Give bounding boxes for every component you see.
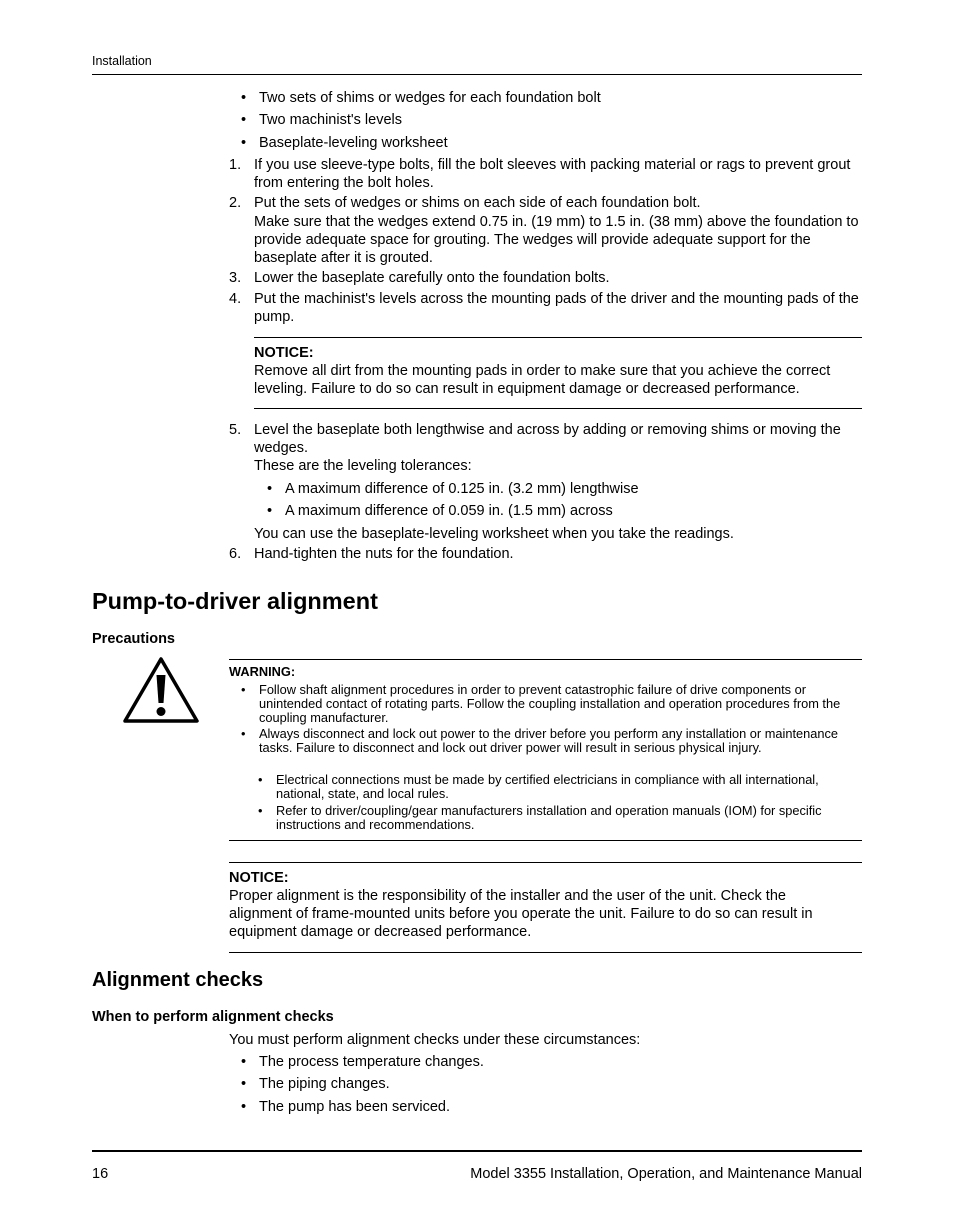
warning-triangle-icon bbox=[121, 655, 201, 725]
tolerance-outro: You can use the baseplate-leveling worksheet when you take the readings. bbox=[254, 526, 734, 542]
warning-item: • Follow shaft alignment procedures in order to prevent catastrophic failure of drive components or unintended contact of rotating parts. Follow the coupling installation and operation procedures from the coupling manufacturer. bbox=[241, 682, 841, 725]
page-number: 16 bbox=[92, 1166, 109, 1182]
warning-sub-item: • Refer to driver/coupling/gear manufacturers installation and operation manuals (IOM) for specific instructions and recommendations. bbox=[258, 803, 822, 832]
step-5: 5. Level the baseplate both lengthwise and across by adding or removing shims or moving the wedges. bbox=[229, 422, 841, 456]
warning-bottom-rule bbox=[229, 840, 862, 841]
list-item: • The piping changes. bbox=[241, 1076, 390, 1092]
warning-top-rule bbox=[229, 659, 862, 660]
step-1: 1. If you use sleeve-type bolts, fill the bolt sleeves with packing material or rags to prevent grout from entering the bolt holes. bbox=[229, 157, 851, 191]
notice-label: NOTICE: bbox=[229, 870, 289, 886]
warning-label: WARNING: bbox=[229, 664, 296, 679]
when-intro: You must perform alignment checks under these circumstances: bbox=[229, 1032, 641, 1048]
list-item: • The process temperature changes. bbox=[241, 1054, 484, 1070]
notice-label: NOTICE: bbox=[254, 345, 314, 361]
notice-text: Proper alignment is the responsibility of the installer and the user of the unit. Check the alignment of frame-mounted units before you operate the unit. Failure to do so can result in equipment damage or decreased performance. bbox=[229, 888, 813, 940]
notice-top-rule bbox=[229, 862, 862, 863]
step-4: 4. Put the machinist's levels across the mounting pads of the driver and the mounting pads of the pump. bbox=[229, 291, 859, 325]
notice-bottom-rule bbox=[254, 408, 862, 409]
header-rule bbox=[92, 74, 862, 75]
notice-text: Remove all dirt from the mounting pads in order to make sure that you achieve the correct leveling. Failure to do so can result in equipment damage or decreased performance. bbox=[254, 363, 831, 397]
footer-rule bbox=[92, 1150, 862, 1152]
notice-bottom-rule bbox=[229, 952, 862, 953]
list-item: • Two sets of shims or wedges for each foundation bolt bbox=[241, 90, 601, 106]
step-6: 6. Hand-tighten the nuts for the foundation. bbox=[229, 546, 514, 562]
when-title: When to perform alignment checks bbox=[92, 1009, 334, 1025]
list-item: • Baseplate-leveling worksheet bbox=[241, 135, 448, 151]
subsection-title: Alignment checks bbox=[92, 969, 264, 991]
running-header: Installation bbox=[92, 54, 152, 68]
manual-title: Model 3355 Installation, Operation, and Maintenance Manual bbox=[470, 1166, 862, 1182]
step-3: 3. Lower the baseplate carefully onto the foundation bolts. bbox=[229, 270, 610, 286]
warning-sub-item: • Electrical connections must be made by certified electricians in compliance with all international, national, state, and local rules. bbox=[258, 772, 819, 801]
list-item: • A maximum difference of 0.125 in. (3.2 mm) lengthwise bbox=[267, 481, 639, 497]
list-item: • The pump has been serviced. bbox=[241, 1099, 451, 1115]
precautions-title: Precautions bbox=[92, 631, 175, 647]
step-2-detail: Make sure that the wedges extend 0.75 in. (19 mm) to 1.5 in. (38 mm) above the foundation to provide adequate space for grouting. The wedges will provide adequate support for the baseplate after it is grouted. bbox=[254, 214, 859, 266]
notice-top-rule bbox=[254, 337, 862, 338]
section-title: Pump-to-driver alignment bbox=[92, 588, 378, 614]
tolerance-intro: These are the leveling tolerances: bbox=[254, 458, 472, 474]
step-2: 2. Put the sets of wedges or shims on each side of each foundation bolt. bbox=[229, 195, 701, 211]
warning-item: • Always disconnect and lock out power to the driver before you perform any installation or maintenance tasks. Failure to disconnect and lock out driver power will result in serious physical injury. bbox=[241, 726, 839, 755]
list-item: • A maximum difference of 0.059 in. (1.5 mm) across bbox=[267, 503, 613, 519]
list-item: • Two machinist's levels bbox=[241, 112, 402, 128]
